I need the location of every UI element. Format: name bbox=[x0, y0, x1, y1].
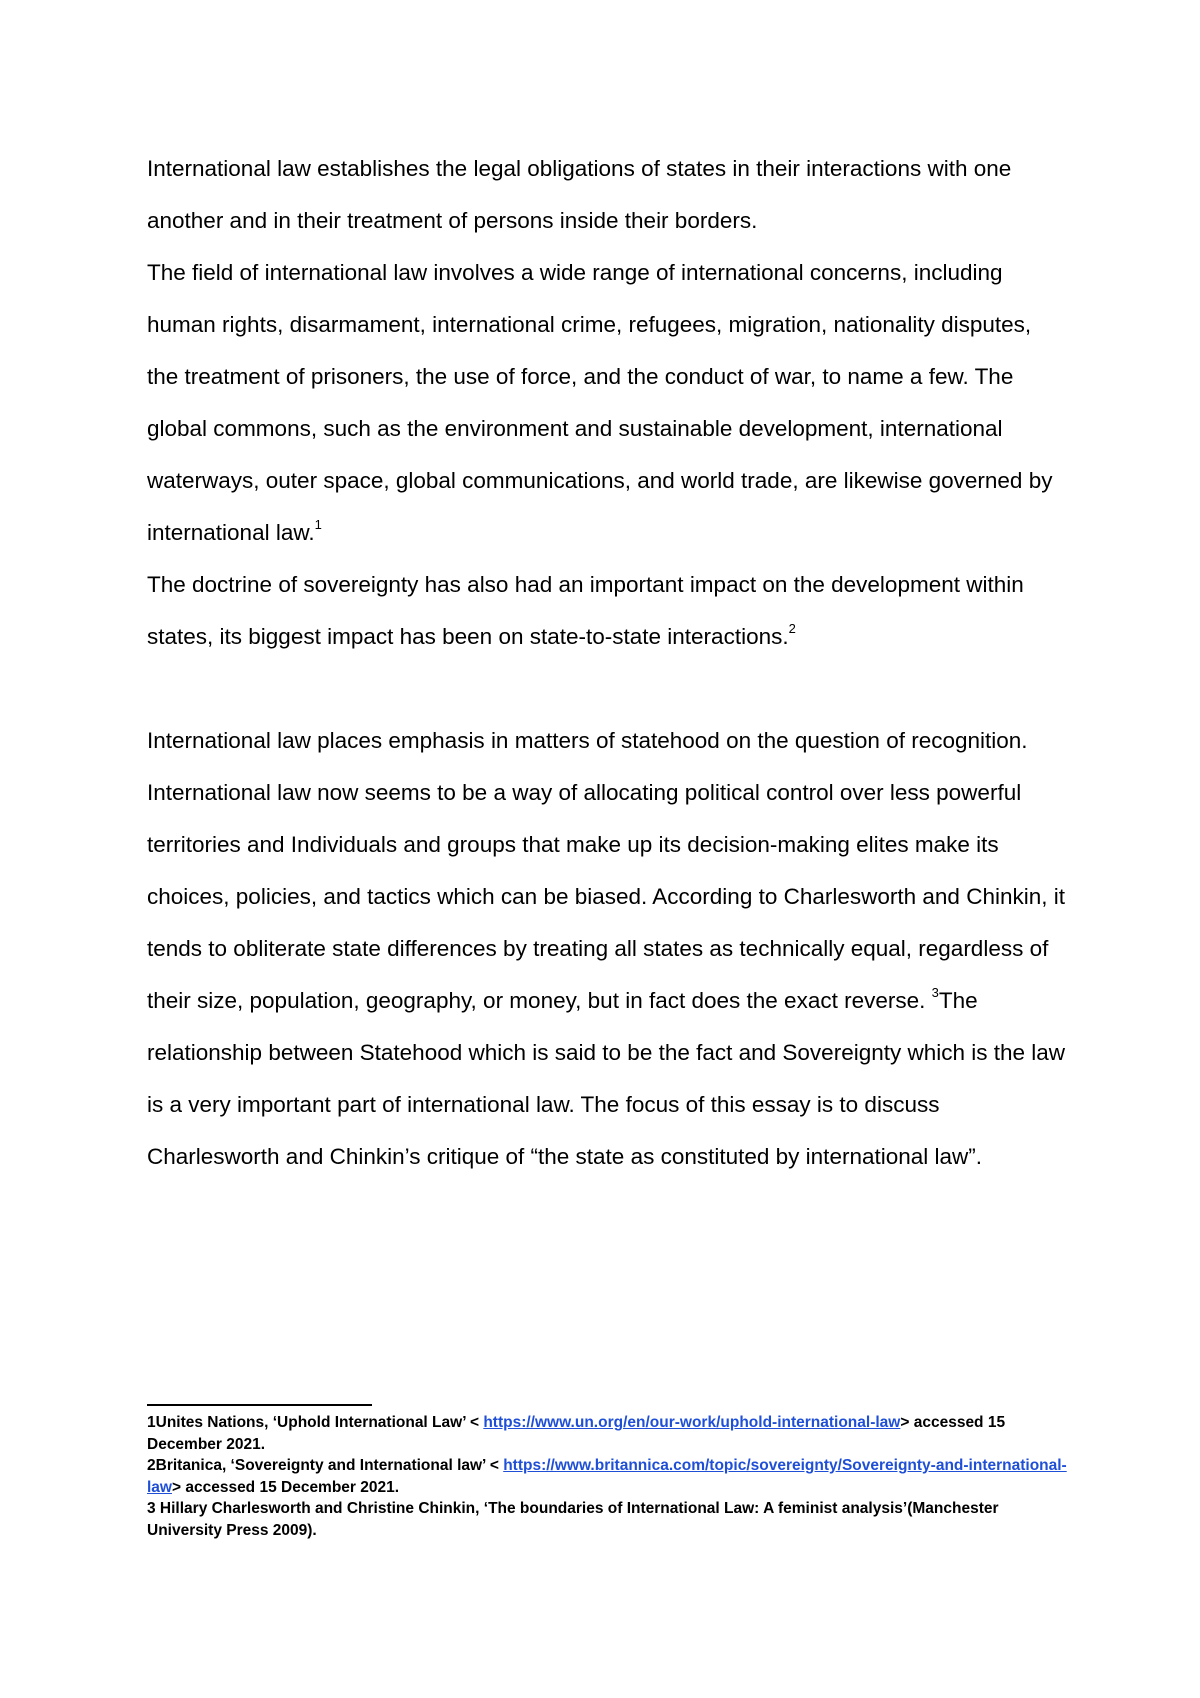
paragraph-2-part-2: The relationship between Statehood which is said to be the fact and Sovereignty which is the law is a very important part of international law. The focus of this essay is to discuss Charlesworth and Chinkin’s critique of “the state as constituted by international law”. bbox=[147, 988, 1066, 1169]
paragraph-1-sentence-3: The doctrine of sovereignty has also had an important impact on the development within states, its biggest impact has been on state-to-state interactions. bbox=[147, 572, 1024, 649]
footnote-1-accessed: > accessed 15 December 2021. bbox=[147, 1414, 1006, 1453]
footnote-1 bbox=[147, 1412, 1067, 1455]
paragraph-1 bbox=[147, 143, 1067, 663]
footnote-ref-3[interactable]: 3 bbox=[931, 984, 939, 1000]
paragraph-1-sentence-1: International law establishes the legal obligations of states in their interactions with one another and in their treatment of persons inside their borders. bbox=[147, 156, 1012, 233]
footnote-3-text: 3 Hillary Charlesworth and Christine Chinkin, ‘The boundaries of International Law: A feminist analysis’(Manchester University Press 2009). bbox=[147, 1500, 999, 1539]
footnote-3 bbox=[147, 1498, 1067, 1541]
footnote-2-link[interactable]: https://www.britannica.com/topic/sovereignty/Sovereignty-and-international-law bbox=[147, 1457, 1067, 1496]
footnote-1-link[interactable]: https://www.un.org/en/our-work/uphold-international-law bbox=[483, 1414, 901, 1431]
footnote-2-accessed: > accessed 15 December 2021. bbox=[171, 1478, 400, 1496]
paragraph-1-sentence-2: The field of international law involves a wide range of international concerns, including human rights, disarmament, international crime, refugees, migration, nationality disputes, the treatment of prisoners, the use of force, and the conduct of war, to name a few. The global commons, such as the environment and sustainable development, international waterways, outer space, global communications, and world trade, are likewise governed by international law. bbox=[147, 260, 1053, 545]
footnotes bbox=[147, 1412, 1067, 1541]
footnote-ref-2[interactable]: 2 bbox=[788, 620, 796, 636]
footnote-1-text: 1Unites Nations, ‘Uphold International Law’ < bbox=[147, 1414, 484, 1431]
footnote-2 bbox=[147, 1455, 1067, 1498]
footnote-separator bbox=[147, 1404, 372, 1406]
document-body bbox=[147, 143, 1067, 1183]
footnote-ref-1[interactable]: 1 bbox=[314, 516, 322, 532]
footnote-2-text: 2Britanica, ‘Sovereignty and International law’ < bbox=[147, 1457, 504, 1474]
paragraph-2 bbox=[147, 715, 1067, 1183]
paragraph-2-part-1: International law places emphasis in matters of statehood on the question of recognition. International law now seems to be a way of allocating political control over less powerful territories and Individuals and groups that make up its decision-making elites make its choices, policies, and tactics which can be biased. According to Charlesworth and Chinkin, it tends to obliterate state differences by treating all states as technically equal, regardless of their size, population, geography, or money, but in fact does the exact reverse. bbox=[147, 728, 1065, 1013]
